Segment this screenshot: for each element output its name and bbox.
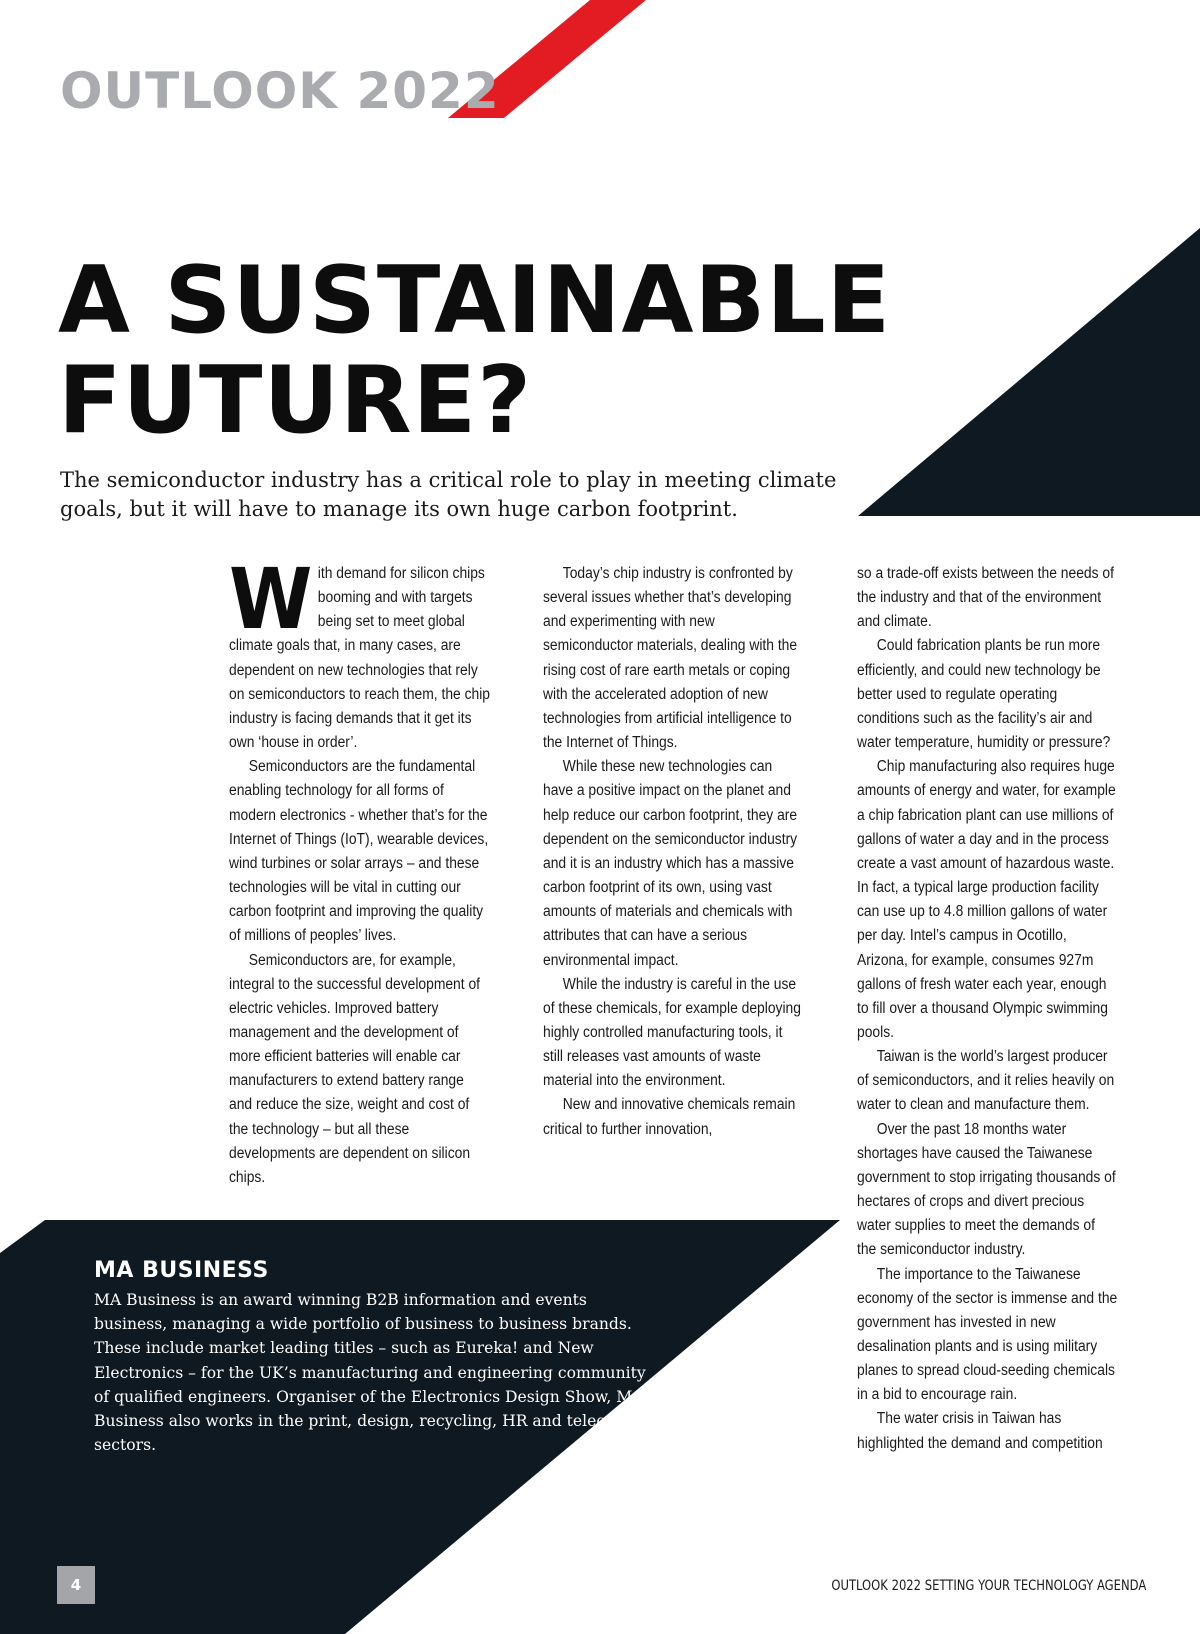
- paragraph-text: ith demand for silicon chips booming and with targets being set to meet global climate goals that, in many cases, are dependent on new technologies that rely on semiconductors to reach them, the chip industry is facing demands that it get its own ‘house in order’.: [229, 565, 491, 752]
- page-number: 4: [57, 1566, 95, 1604]
- body-paragraph: Today’s chip industry is confronted by several issues whether that’s developing and experimenting with new semiconductor materials, dealing with the rising cost of rare earth metals or coping with the accelerated adoption of new technologies from artificial intelligence to the Internet of Things.: [543, 565, 798, 752]
- article-column-1: [229, 550, 491, 1190]
- body-paragraph: New and innovative chemicals remain critical to further innovation,: [543, 1096, 796, 1138]
- body-paragraph: The importance to the Taiwanese economy of the sector is immense and the government has invested in new desalination plants and is using military planes to spread cloud-seeding chemicals in a bid to encourage rain.: [857, 1265, 1118, 1404]
- article-column-2: [543, 562, 804, 1142]
- body-paragraph: Over the past 18 months water shortages have caused the Taiwanese government to stop irrigating thousands of hectares of crops and divert precious water supplies to meet the demands of the semiconductor industry.: [857, 1120, 1116, 1259]
- section-kicker: OUTLOOK 2022: [60, 62, 500, 120]
- body-paragraph: Could fabrication plants be run more efficiently, and could new technology be better used to regulate operating conditions such as the facility’s air and water temperature, humidity or pressure?: [857, 637, 1111, 752]
- running-footer: OUTLOOK 2022 SETTING YOUR TECHNOLOGY AGENDA: [831, 1578, 1146, 1594]
- body-paragraph: Taiwan is the world’s largest producer of semiconductors, and it relies heavily on water to clean and manufacture them.: [857, 1048, 1115, 1114]
- sidebar-box-text: MA Business is an award winning B2B information and events business, managing a wide portfolio of business to business brands. These include market leading titles – such as Eureka! and New Electronics – for the UK’s manufacturing and engineering community of qualified engineers. Organiser of the Electronics Design Show, MA Business also works in the print, design, recycling, HR and telecoms sectors.: [94, 1291, 646, 1455]
- body-paragraph: Semiconductors are, for example, integral to the successful development of electric vehicles. Improved battery management and the development of more efficient batteries will enable car manufacturers to extend battery range and reduce the size, weight and cost of the technology – but all these developments are dependent on silicon chips.: [229, 951, 481, 1186]
- body-paragraph: Semiconductors are the fundamental enabling technology for all forms of modern electronics - whether that’s for the Internet of Things (IoT), wearable devices, wind turbines or solar arrays – and these technologies will be vital in cutting our carbon footprint and improving the quality of millions of peoples’ lives.: [229, 758, 489, 945]
- article-title-line-1: A SUSTAINABLE: [58, 246, 892, 354]
- article-title: [58, 246, 892, 454]
- body-paragraph: While the industry is careful in the use of these chemicals, for example deploying highly controlled manufacturing tools, it still releases vast amounts of waste material into the environment.: [543, 975, 801, 1090]
- body-paragraph: While these new technologies can have a positive impact on the planet and help reduce our carbon footprint, they are dependent on the semiconductor industry and it is an industry which has a massive carbon footprint of its own, using vast amounts of materials and chemicals with attributes that can have a serious environmental impact.: [543, 758, 798, 969]
- article-title-line-2: FUTURE?: [58, 346, 533, 454]
- body-paragraph: [229, 550, 491, 755]
- navy-triangle-right: [858, 228, 1200, 516]
- drop-cap: W: [229, 550, 313, 648]
- article-column-3: [857, 562, 1118, 1456]
- body-paragraph: The water crisis in Taiwan has highlighted the demand and competition: [857, 1410, 1103, 1452]
- body-paragraph: so a trade-off exists between the needs of the industry and that of the environment and climate.: [857, 565, 1114, 631]
- article-standfirst: The semiconductor industry has a critical role to play in meeting climate goals, but it will have to manage its own huge carbon footprint.: [60, 468, 837, 521]
- body-paragraph: Chip manufacturing also requires huge amounts of energy and water, for example a chip fabrication plant can use millions of gallons of water a day and in the process create a vast amount of hazardous waste. In fact, a typical large production facility can use up to 4.8 million gallons of water per day. Intel’s campus in Ocotillo, Arizona, for example, consumes 927m gallons of fresh water each year, enough to fill over a thousand Olympic swimming pools.: [857, 758, 1116, 1041]
- sidebar-box-title: MA BUSINESS: [94, 1258, 269, 1283]
